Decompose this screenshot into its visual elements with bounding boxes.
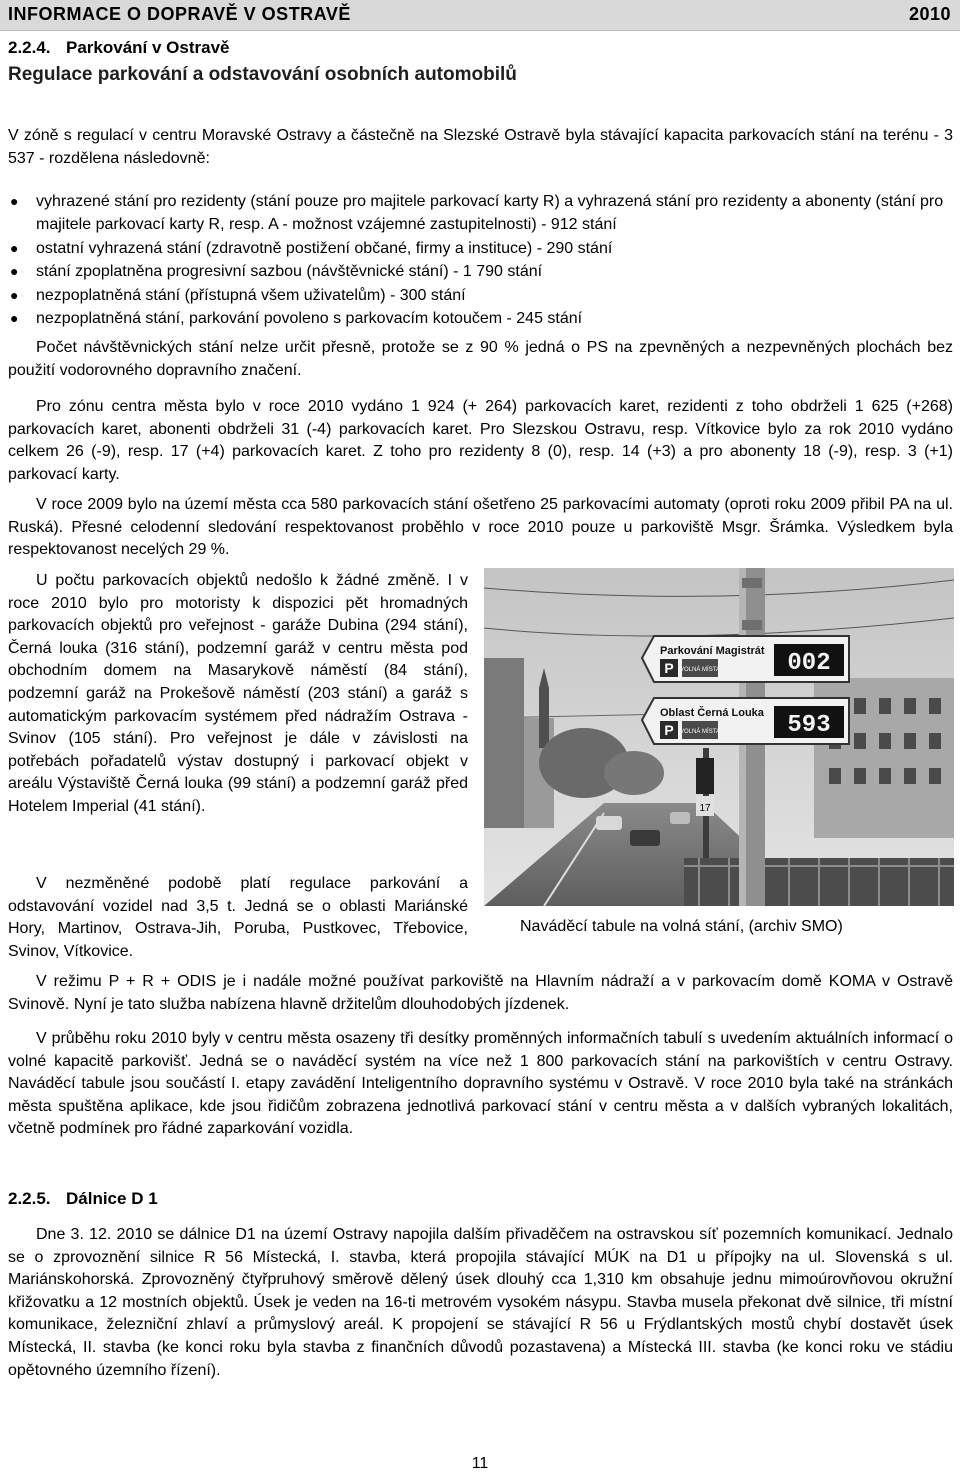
sign1-label: Parkování Magistrát: [660, 645, 765, 657]
section-number: 2.2.5.: [8, 1189, 51, 1208]
paragraph-truck-regulation: V nezměněné podobě platí regulace parkování a odstavování vozidel nad 3,5 t. Jedná se o oblasti Mariánské Hory, Martinov, Ostrava-Jih, Poruba, Pustkovec, Třebovice, Svinov, Vítkovice.: [8, 875, 468, 960]
sign1-status: VOLNÁ MÍSTA: [680, 667, 720, 673]
sign2-p-icon: P: [664, 722, 674, 738]
list-item: ● nezpoplatněná stání, parkování povoleno s parkovacím kotoučem - 245 stání: [8, 307, 953, 330]
intro-paragraph: V zóně s regulací v centru Moravské Ostravy a částečně na Slezské Ostravě byla stávající kapacita parkovacích stání na terénu - 3 537 - rozdělena následovně:: [8, 127, 953, 167]
section-heading-parking: [8, 38, 229, 58]
paragraph-visitor-parking: Počet návštěvnických stání nelze určit přesně, protože se z 90 % jedná o PS na zpevněných a nezpevněných plochách bez použití vodorovného dopravního značení.: [8, 339, 953, 379]
paragraph-park-and-ride: V režimu P + R + ODIS je i nadále možné používat parkoviště na Hlavním nádraží a v parkovacím domě KOMA v Ostravě Svinově. Nyní je tato služba nabízena hlavně držitelům dlouhodobých jízdenek.: [8, 973, 953, 1013]
section-number: 2.2.4.: [8, 38, 51, 57]
small-sign-number: 17: [699, 803, 711, 814]
header-title: INFORMACE O DOPRAVĚ V OSTRAVĚ: [8, 4, 351, 24]
guidance-sign-photo: [484, 568, 954, 906]
guidance-sign-cerna-louka: [642, 698, 849, 744]
section-heading-d1: [8, 1189, 158, 1209]
list-item: ● nezpoplatněná stání (přístupná všem uživatelům) - 300 stání: [8, 284, 953, 307]
header-year: 2010: [908, 4, 951, 24]
bullet-icon: ●: [10, 286, 19, 303]
sign2-status: VOLNÁ MÍSTA: [680, 729, 720, 735]
subheading-regulation: Regulace parkování a odstavování osobních automobilů: [8, 64, 517, 85]
page-header: [0, 0, 960, 31]
sign2-counter: 593: [787, 712, 831, 739]
paragraph-parking-machines: V roce 2009 bylo na území města cca 580 parkovacích stání ošetřeno 25 parkovacími automaty (oproti roku 2009 přibil PA na ul. Ruská). Přesné celodenní sledování respektovanost proběhlo v roce 2010 pouze u parkoviště Msgr. Šrámka. Výsledkem byla respektovanost necelých 29 %.: [8, 496, 953, 559]
sign1-counter: 002: [787, 650, 831, 677]
sign2-label: Oblast Černá Louka: [660, 707, 764, 719]
sign1-p-icon: P: [664, 660, 674, 676]
list-item: ● ostatní vyhrazená stání (zdravotně postižení občané, firmy a instituce) - 290 stání: [8, 237, 953, 260]
paragraph-parking-garages: U počtu parkovacích objektů nedošlo k žádné změně. I v roce 2010 bylo pro motoristy k dispozici pět hromadných parkovacích objektů pro veřejnost - garáže Dubina (294 stání), Černá louka (316 stání), podzemní garáž v centru města pod obchodním domem na Masarykově náměstí (84 stání), podzemní garáž na Prokešově náměstí (203 stání) a garáž s automatickým parkovacím systémem před nádražím Ostrava - Svinov (105 stání). Pro veřejnost je dále v závislosti na potřebách pořadatelů výstav dostupný i parkovací objekt v areálu Výstaviště Černá louka (99 stání) a podzemní garáž před Hotelem Imperial (41 stání).: [8, 572, 468, 815]
page-number: 11: [471, 1455, 489, 1472]
bullet-icon: ●: [10, 310, 19, 327]
bullet-icon: ●: [10, 239, 19, 256]
bullet-icon: ●: [10, 263, 19, 280]
capacity-list: [8, 190, 953, 330]
section-title: Dálnice D 1: [66, 1189, 158, 1208]
list-item: ● vyhrazené stání pro rezidenty (stání pouze pro majitele parkovací karty R) a vyhrazená stání pro rezidenty a abonenty (stání pro majitele parkovací karty R, resp. A - možnost vzájemné zastupitelnosti) - 912 stání: [8, 190, 953, 237]
section-title: Parkování v Ostravě: [66, 38, 230, 57]
paragraph-d1-motorway: Dne 3. 12. 2010 se dálnice D1 na území Ostravy napojila dalším přivaděčem na ostravskou síť pozemních komunikací. Jednalo se o zprovoznění silnice R 56 Místecká, I. stavba, která propojila stávající MÚK na D1 u přípojky na ul. Slovenská s ul. Mariánskohorská. Zprovozněný čtyřpruhový směrově dělený úsek dlouhý cca 1,310 km obsahuje jednu mimoúrovňovou okružní křižovatku a 12 mostních objektů. Úsek je veden na 16-ti metrovém vysokém násypu. Stavba musela překonat dvě silnice, tři místní komunikace, železniční zhlaví a průmyslový areál. K propojení se stávající R 56 u Frýdlantských mostů chybí dostavět úsek Místecká, II. stavba (ke konci roku byla stavba z finančních důvodů pozastavena) a Místecká III. stavba (ke konci roku ve stádiu opětovného územního řízení).: [8, 1226, 953, 1379]
photo-caption: Naváděcí tabule na volná stání, (archiv SMO): [520, 918, 843, 935]
paragraph-info-boards: V průběhu roku 2010 byly v centru města osazeny tři desítky proměnných informačních tabulí s uvedením aktuálních informací o volné kapacitě parkovišť. Jedná se o naváděcí systém na více než 1 800 parkovacích stání na parkovištích v centru Ostravy. Naváděcí tabule jsou součástí I. etapy zavádění Inteligentního dopravního systému v Ostravě. V roce 2010 byla také na stránkách města spuštěna aplikace, kde jsou řidičům zobrazena jednotlivá parkovací stání v centru města a v dalších vybraných lokalitách, včetně podmínek pro řádné zaparkování vozidla.: [8, 1030, 953, 1138]
list-item: ● stání zpoplatněna progresivní sazbou (návštěvnické stání) - 1 790 stání: [8, 260, 953, 283]
guidance-sign-magistrat: [642, 636, 849, 682]
bullet-icon: ●: [10, 193, 19, 209]
paragraph-parking-cards: Pro zónu centra města bylo v roce 2010 vydáno 1 924 (+ 264) parkovacích karet, rezidenti z toho obdrželi 1 625 (+268) parkovacích karet, abonenti obdrželi 31 (-4) parkovacích karet. Pro Slezskou Ostravu, resp. Vítkovice bylo za rok 2010 vydáno celkem 26 (-9), resp. 17 (+4) parkovacích karet. Z toho pro rezidenty 8 (0), resp. 14 (+3) a pro abonenty 18 (-9), resp. 3 (+1) parkovací karty.: [8, 398, 953, 483]
